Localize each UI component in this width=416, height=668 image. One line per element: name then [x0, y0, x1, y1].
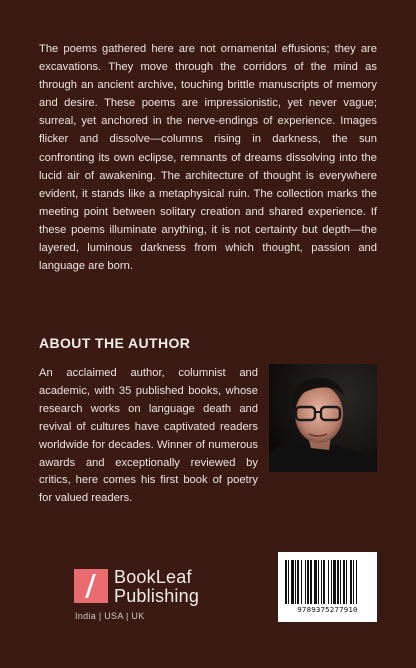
- publisher-name-line2: Publishing: [114, 586, 200, 606]
- isbn-number: 9789375277910: [297, 605, 358, 614]
- author-photo: [269, 364, 377, 472]
- back-cover-blurb: The poems gathered here are not ornamental effusions; they are excavations. They move through the corridors of the mind as through an ancient archive, touching brittle manuscripts of memory and desire. These poems are impressionistic, yet never vague; surreal, yet anchored in the nerve-endings of experience. Images flicker and dissolve—columns rising in darkness, the sun confronting its own eclipse, remnants of dreams dissolving into the lucid air of awakening. The architecture of thought is everywhere evident, it stands like a metaphysical ruin. The collection marks the meeting point between solitary creation and shared experience. If these poems illuminate anything, it is not certainty but depth—the layered, luminous darkness from which thought, passion and language are born.: [39, 43, 377, 273]
- publisher-name-line1: BookLeaf: [114, 567, 192, 587]
- bookleaf-logo-icon: [74, 569, 108, 603]
- author-portrait-icon: [269, 364, 377, 472]
- isbn-barcode: [278, 552, 377, 622]
- author-bio: An acclaimed author, columnist and academic, with 35 published books, whose research works on language death and revival of cultures have captivated readers worldwide for decades. Winner of numerous awards and exceptionally reviewed by critics, here comes his first book of poetry for valued readers.: [39, 367, 258, 505]
- barcode-icon: [285, 560, 370, 604]
- publisher-regions: India | USA | UK: [75, 611, 145, 621]
- about-author-heading: ABOUT THE AUTHOR: [39, 335, 191, 351]
